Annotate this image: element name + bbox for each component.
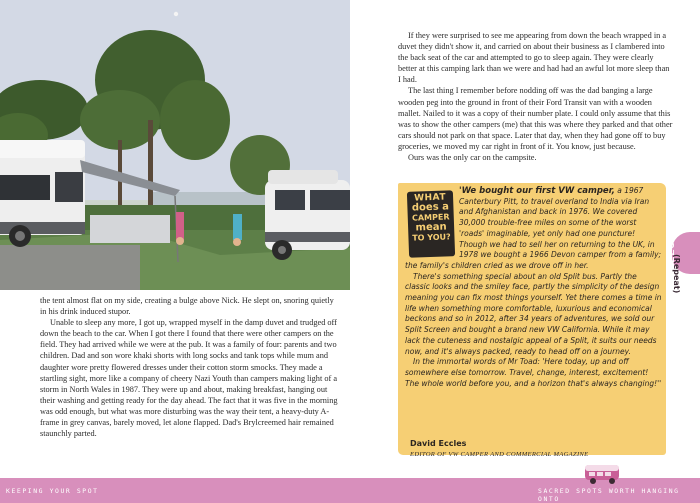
quote-paragraph: In the immortal words of Mr Toad: 'Here today, up and off somewhere else tomorrow. Travel, change, interest, excitement! The whole world before you, and a horizon that's always changing!'' (405, 357, 662, 388)
footer-right-label: SACRED SPOTS WORTH HANGING ONTO (538, 487, 680, 503)
left-body-text (40, 295, 340, 439)
right-paragraph: The last thing I remember before nodding off was the dad banging a large wooden peg into the ground in front of their Ford Transit van with a wooden mallet. Nailed to it was a copy of their number plate. I could only assume that this was to show the other campers (me) that this was where they parked and that other cars should not park on that space. Later that day, when they had gone off to buy groceries, we moved my car right in front of it. You know, just because. (398, 86, 673, 151)
side-label: (Repeat) (672, 254, 681, 294)
right-paragraph: Ours was the only car on the campsite. (408, 153, 537, 163)
left-paragraph: Unable to sleep any more, I got up, wrapped myself in the damp duvet and trudged off down the beach to the car. When I got there I found that there were other campers on the field. They had arrived while we were at the pub. It was a family of four: parents and two children. Dad and son wore khaki shorts with long socks and tank tops while mum and daughter wore pretty flowered dresses under their cotton storm smocks. They made a startling sight, more like a company of cheery Nazi Youth than campers making light of a storm in North Wales in 1987. They were up and about, making breakfast, hanging out their washing and getting ready for the day ahead. The fact that it was five in the morning was odd enough, but what was more disturbing was the way their tent, a heavy-duty A-frame in grey canvas, barely moved, let alone flapped. Dad's Brylcreemed hair remained staunchly parted. (40, 318, 338, 439)
left-paragraph: the tent almost flat on my side, creating a bulge above Nick. He slept on, snoring quietly in his drink induced stupor. (40, 296, 334, 317)
footer-left-label: KEEPING YOUR SPOT (6, 487, 99, 495)
right-body-text (398, 30, 673, 163)
quote-lead: 'We bought our first VW camper, (459, 186, 615, 196)
campervan-photo-illustration (0, 0, 350, 290)
quote-author-role: EDITOR OF VW CAMPER AND COMMERCIAL MAGAZINE (410, 451, 589, 458)
what-does-camper-mean-badge: WHAT does a CAMPER mean TO YOU? (407, 190, 455, 258)
campervan-icon (583, 462, 623, 486)
quote-author: David Eccles (410, 439, 467, 448)
right-paragraph: If they were surprised to see me appearing from down the beach wrapped in a duvet they didn't show it, and carried on about their business as I clambered into the back seat of the car and attempted to go to sleep again. They were clearly better at this camping lark than we were and had had an awful lot more sleep than I had. (398, 31, 670, 85)
campsite-photo (0, 0, 350, 290)
quote-first-paragraph: 'We bought our first VW camper, a 1967 Canterbury Pitt, to travel overland to India via Iran and Afghanistan and back in 1976. We covered 30,000 trouble-free miles on some of the worst 'roads' imaginable, yet only had one puncture! Though we had to sell her on returning to the UK, in 1978 we bought a 1966 Devon camper from a family; the family's children cried as we drove off in her. (405, 186, 662, 270)
quote-paragraph: There's something special about an old Split bus. Partly the classic looks and the smiley face, partly the simplicity of the design meaning you can fix most things yourself. Yet there comes a time in life when something more comfortable, luxurious and economical beckons and so in 2012, after 34 years of adventures, we sold our Split Screen and bought a brand new VW California. While it may lack the cuteness and nostalgic appeal of a Split, it suits our needs now, and it's always packed, ready to head off on a journey. (405, 271, 662, 356)
page-number: 377 (663, 242, 676, 263)
